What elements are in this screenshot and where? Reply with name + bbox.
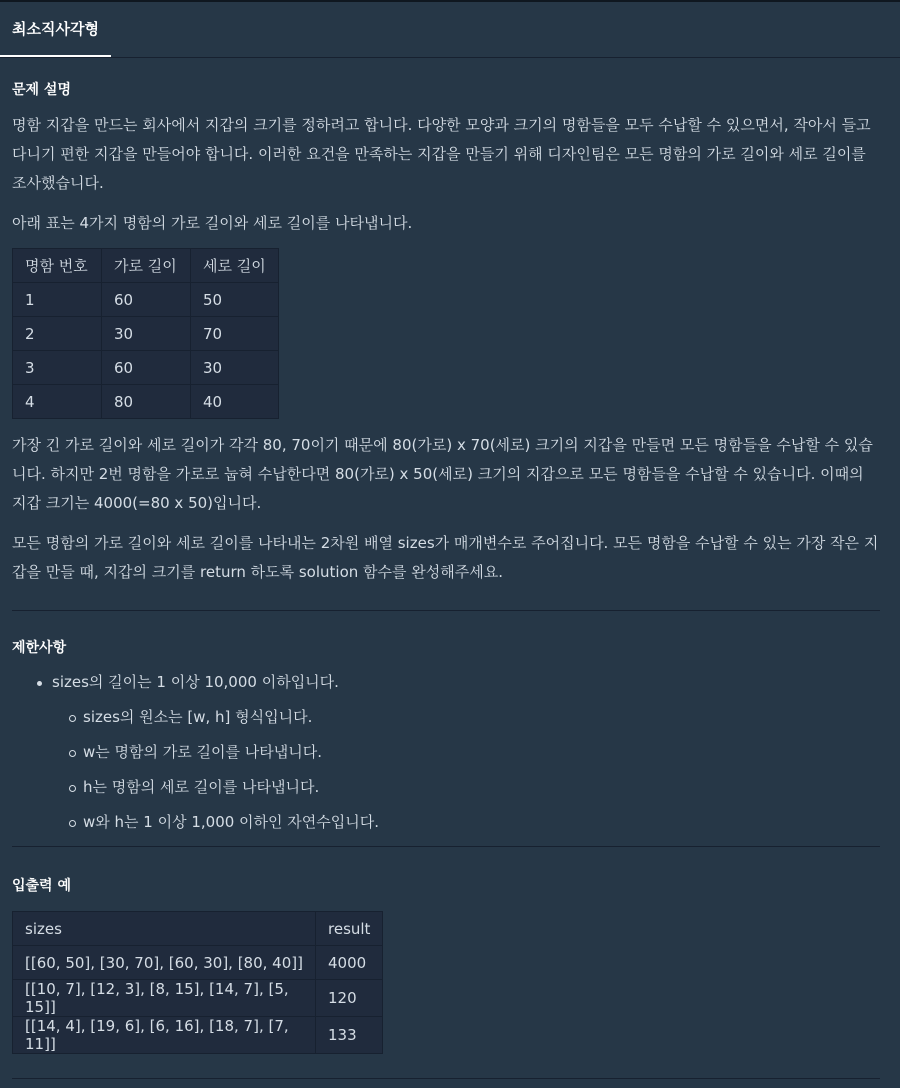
table-cell: 60 xyxy=(102,283,191,317)
circle-bullet-icon xyxy=(69,750,76,757)
tab-problem-title[interactable]: 최소직사각형 xyxy=(0,2,111,57)
scrollbar[interactable] xyxy=(888,58,900,1088)
table-row xyxy=(13,946,383,980)
description-paragraph-4: 모든 명함의 가로 길이와 세로 길이를 나타내는 2차원 배열 sizes가 매개변수로 주어집니다. 모든 명함을 수납할 수 있는 가장 작은 지갑을 만들 때, 지갑의 크기를 return 하도록 solution 함수를 완성해주세요. xyxy=(12,534,879,581)
examples-table xyxy=(12,911,383,1054)
table-cell: [[14, 4], [19, 6], [6, 16], [18, 7], [7, 11]] xyxy=(13,1017,316,1054)
table-cell: 2 xyxy=(13,317,102,351)
constraint-text: w와 h는 1 이상 1,000 이하인 자연수입니다. xyxy=(83,813,380,831)
section-divider xyxy=(12,610,880,611)
table-cell: 60 xyxy=(102,351,191,385)
table-cell: [[60, 50], [30, 70], [60, 30], [80, 40]] xyxy=(13,946,316,980)
table-cell: 40 xyxy=(191,385,279,419)
table-cell: 70 xyxy=(191,317,279,351)
table-header-cell: sizes xyxy=(13,912,316,946)
list-item xyxy=(12,703,880,732)
table-cell: 133 xyxy=(316,1017,383,1054)
description-paragraph-1: 명함 지갑을 만드는 회사에서 지갑의 크기를 정하려고 합니다. 다양한 모양과 크기의 명함들을 모두 수납할 수 있으면서, 작아서 들고 다니기 편한 지갑을 만들어야 합니다. 이러한 요건을 만족하는 지갑을 만들기 위해 디자인팀은 모든 명함의 가로 길이와 세로 길이를 조사했습니다. xyxy=(12,116,871,192)
table-header-row xyxy=(13,912,383,946)
card-size-table xyxy=(12,248,279,419)
table-cell: 1 xyxy=(13,283,102,317)
table-row xyxy=(13,283,279,317)
circle-bullet-icon xyxy=(69,715,76,722)
circle-bullet-icon xyxy=(69,785,76,792)
table-cell: 3 xyxy=(13,351,102,385)
table-row xyxy=(13,351,279,385)
table-cell: [[10, 7], [12, 3], [8, 15], [14, 7], [5, 15]] xyxy=(13,980,316,1017)
table-cell: 4000 xyxy=(316,946,383,980)
examples-heading: 입출력 예 xyxy=(12,878,71,894)
list-item xyxy=(12,773,880,802)
description-heading: 문제 설명 xyxy=(12,82,71,98)
constraints-heading: 제한사항 xyxy=(12,640,67,656)
table-cell: 50 xyxy=(191,283,279,317)
description-paragraph-2: 아래 표는 4가지 명함의 가로 길이와 세로 길이를 나타냅니다. xyxy=(12,214,413,232)
table-cell: 30 xyxy=(102,317,191,351)
table-header-cell: 명함 번호 xyxy=(13,249,102,283)
table-row xyxy=(13,980,383,1017)
table-cell: 4 xyxy=(13,385,102,419)
list-item xyxy=(12,738,880,767)
table-row xyxy=(13,1017,383,1054)
table-cell: 120 xyxy=(316,980,383,1017)
bullet-icon xyxy=(37,681,42,686)
table-header-cell: 세로 길이 xyxy=(191,249,279,283)
list-item xyxy=(12,668,880,697)
constraint-text: w는 명함의 가로 길이를 나타냅니다. xyxy=(83,743,322,761)
table-row xyxy=(13,317,279,351)
table-cell: 80 xyxy=(102,385,191,419)
circle-bullet-icon xyxy=(69,820,76,827)
table-header-row xyxy=(13,249,279,283)
constraint-text: sizes의 원소는 [w, h] 형식입니다. xyxy=(83,708,313,726)
table-header-cell: 가로 길이 xyxy=(102,249,191,283)
constraint-text: sizes의 길이는 1 이상 10,000 이하입니다. xyxy=(52,673,339,691)
description-paragraph-3: 가장 긴 가로 길이와 세로 길이가 각각 80, 70이기 때문에 80(가로) x 70(세로) 크기의 지갑을 만들면 모든 명함들을 수납할 수 있습니다. 하지만 2번 명함을 가로로 눕혀 수납한다면 80(가로) x 50(세로) 크기의 지갑으로 모든 명함들을 수납할 수 있습니다. 이때의 지갑 크기는 4000(=80 x 50)입니다. xyxy=(12,436,873,512)
section-divider xyxy=(12,1078,880,1079)
section-divider xyxy=(12,846,880,847)
table-header-cell: result xyxy=(316,912,383,946)
list-item xyxy=(12,808,880,837)
problem-content xyxy=(12,58,880,1079)
tab-bar xyxy=(0,2,900,58)
constraint-text: h는 명함의 세로 길이를 나타냅니다. xyxy=(83,778,320,796)
table-row xyxy=(13,385,279,419)
table-cell: 30 xyxy=(191,351,279,385)
constraints-list xyxy=(12,668,880,837)
